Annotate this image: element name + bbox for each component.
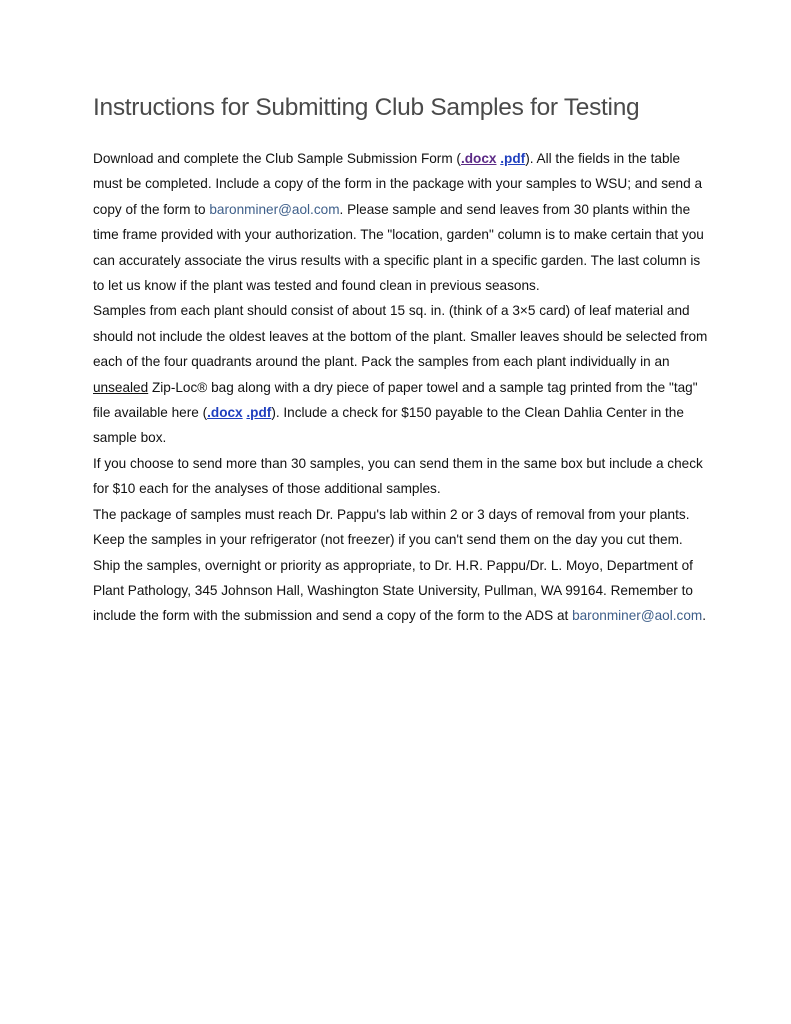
text: . Please sample and send leaves from 30 plants within the time frame provided with your authorization. The "location, garden" column is to make certain that you can accurately associate the virus results with a specific plant in a specific garden. The last column is to let us know if the plant was tested and found clean in previous seasons.	[93, 201, 704, 294]
text: ). Include a check for $150 payable to the Clean Dahlia Center in the sample box.	[93, 405, 684, 446]
page-title: Instructions for Submitting Club Samples for Testing	[93, 94, 640, 121]
form-docx-link[interactable]: .docx	[460, 151, 497, 166]
unsealed-emphasis: unsealed	[93, 379, 149, 395]
form-pdf-link[interactable]: .pdf	[500, 151, 526, 166]
paragraph-timing: The package of samples must reach Dr. Pappu's lab within 2 or 3 days of removal from your plants. Keep the samples in your refrigerator (not freezer) if you can't send them on the day you cut them.	[93, 506, 690, 548]
text: Ship the samples, overnight or priority as appropriate, to Dr. H.R. Pappu/Dr. L. Moyo, Department of Plant Pathology, 345 Johnson Hall, Washington State University, Pullman, WA 99164. Remember to include the form with the submission and send a copy of the form to the ADS at	[93, 557, 693, 624]
text: Download and complete the Club Sample Submission Form (	[93, 151, 461, 166]
paragraph-form-instructions	[93, 146, 713, 298]
tag-docx-link[interactable]: .docx	[207, 405, 243, 421]
text: .	[702, 608, 706, 624]
document-body	[93, 146, 713, 629]
text: Samples from each plant should consist of about 15 sq. in. (think of a 3×5 card) of leaf material and should not include the oldest leaves at the bottom of the plant. Smaller leaves should be selected from each of the four quadrants around the plant. Pack the samples from each plant individually in an	[93, 303, 708, 370]
tag-pdf-link[interactable]: .pdf	[246, 405, 272, 421]
text: Zip-Loc® bag along with a dry piece of paper towel and a sample tag printed from the "tag" file available here (	[93, 379, 698, 421]
paragraph-sample-packing	[93, 298, 713, 450]
email-link[interactable]: baronminer@aol.com	[572, 608, 703, 624]
paragraph-shipping	[93, 553, 713, 629]
paragraph-extra-samples: If you choose to send more than 30 samples, you can send them in the same box but include a check for $10 each for the analyses of those additional samples.	[93, 455, 703, 497]
text: ). All the fields in the table must be completed. Include a copy of the form in the package with your samples to WSU; and send a copy of the form to	[93, 151, 703, 217]
email-link[interactable]: baronminer@aol.com	[209, 201, 340, 217]
